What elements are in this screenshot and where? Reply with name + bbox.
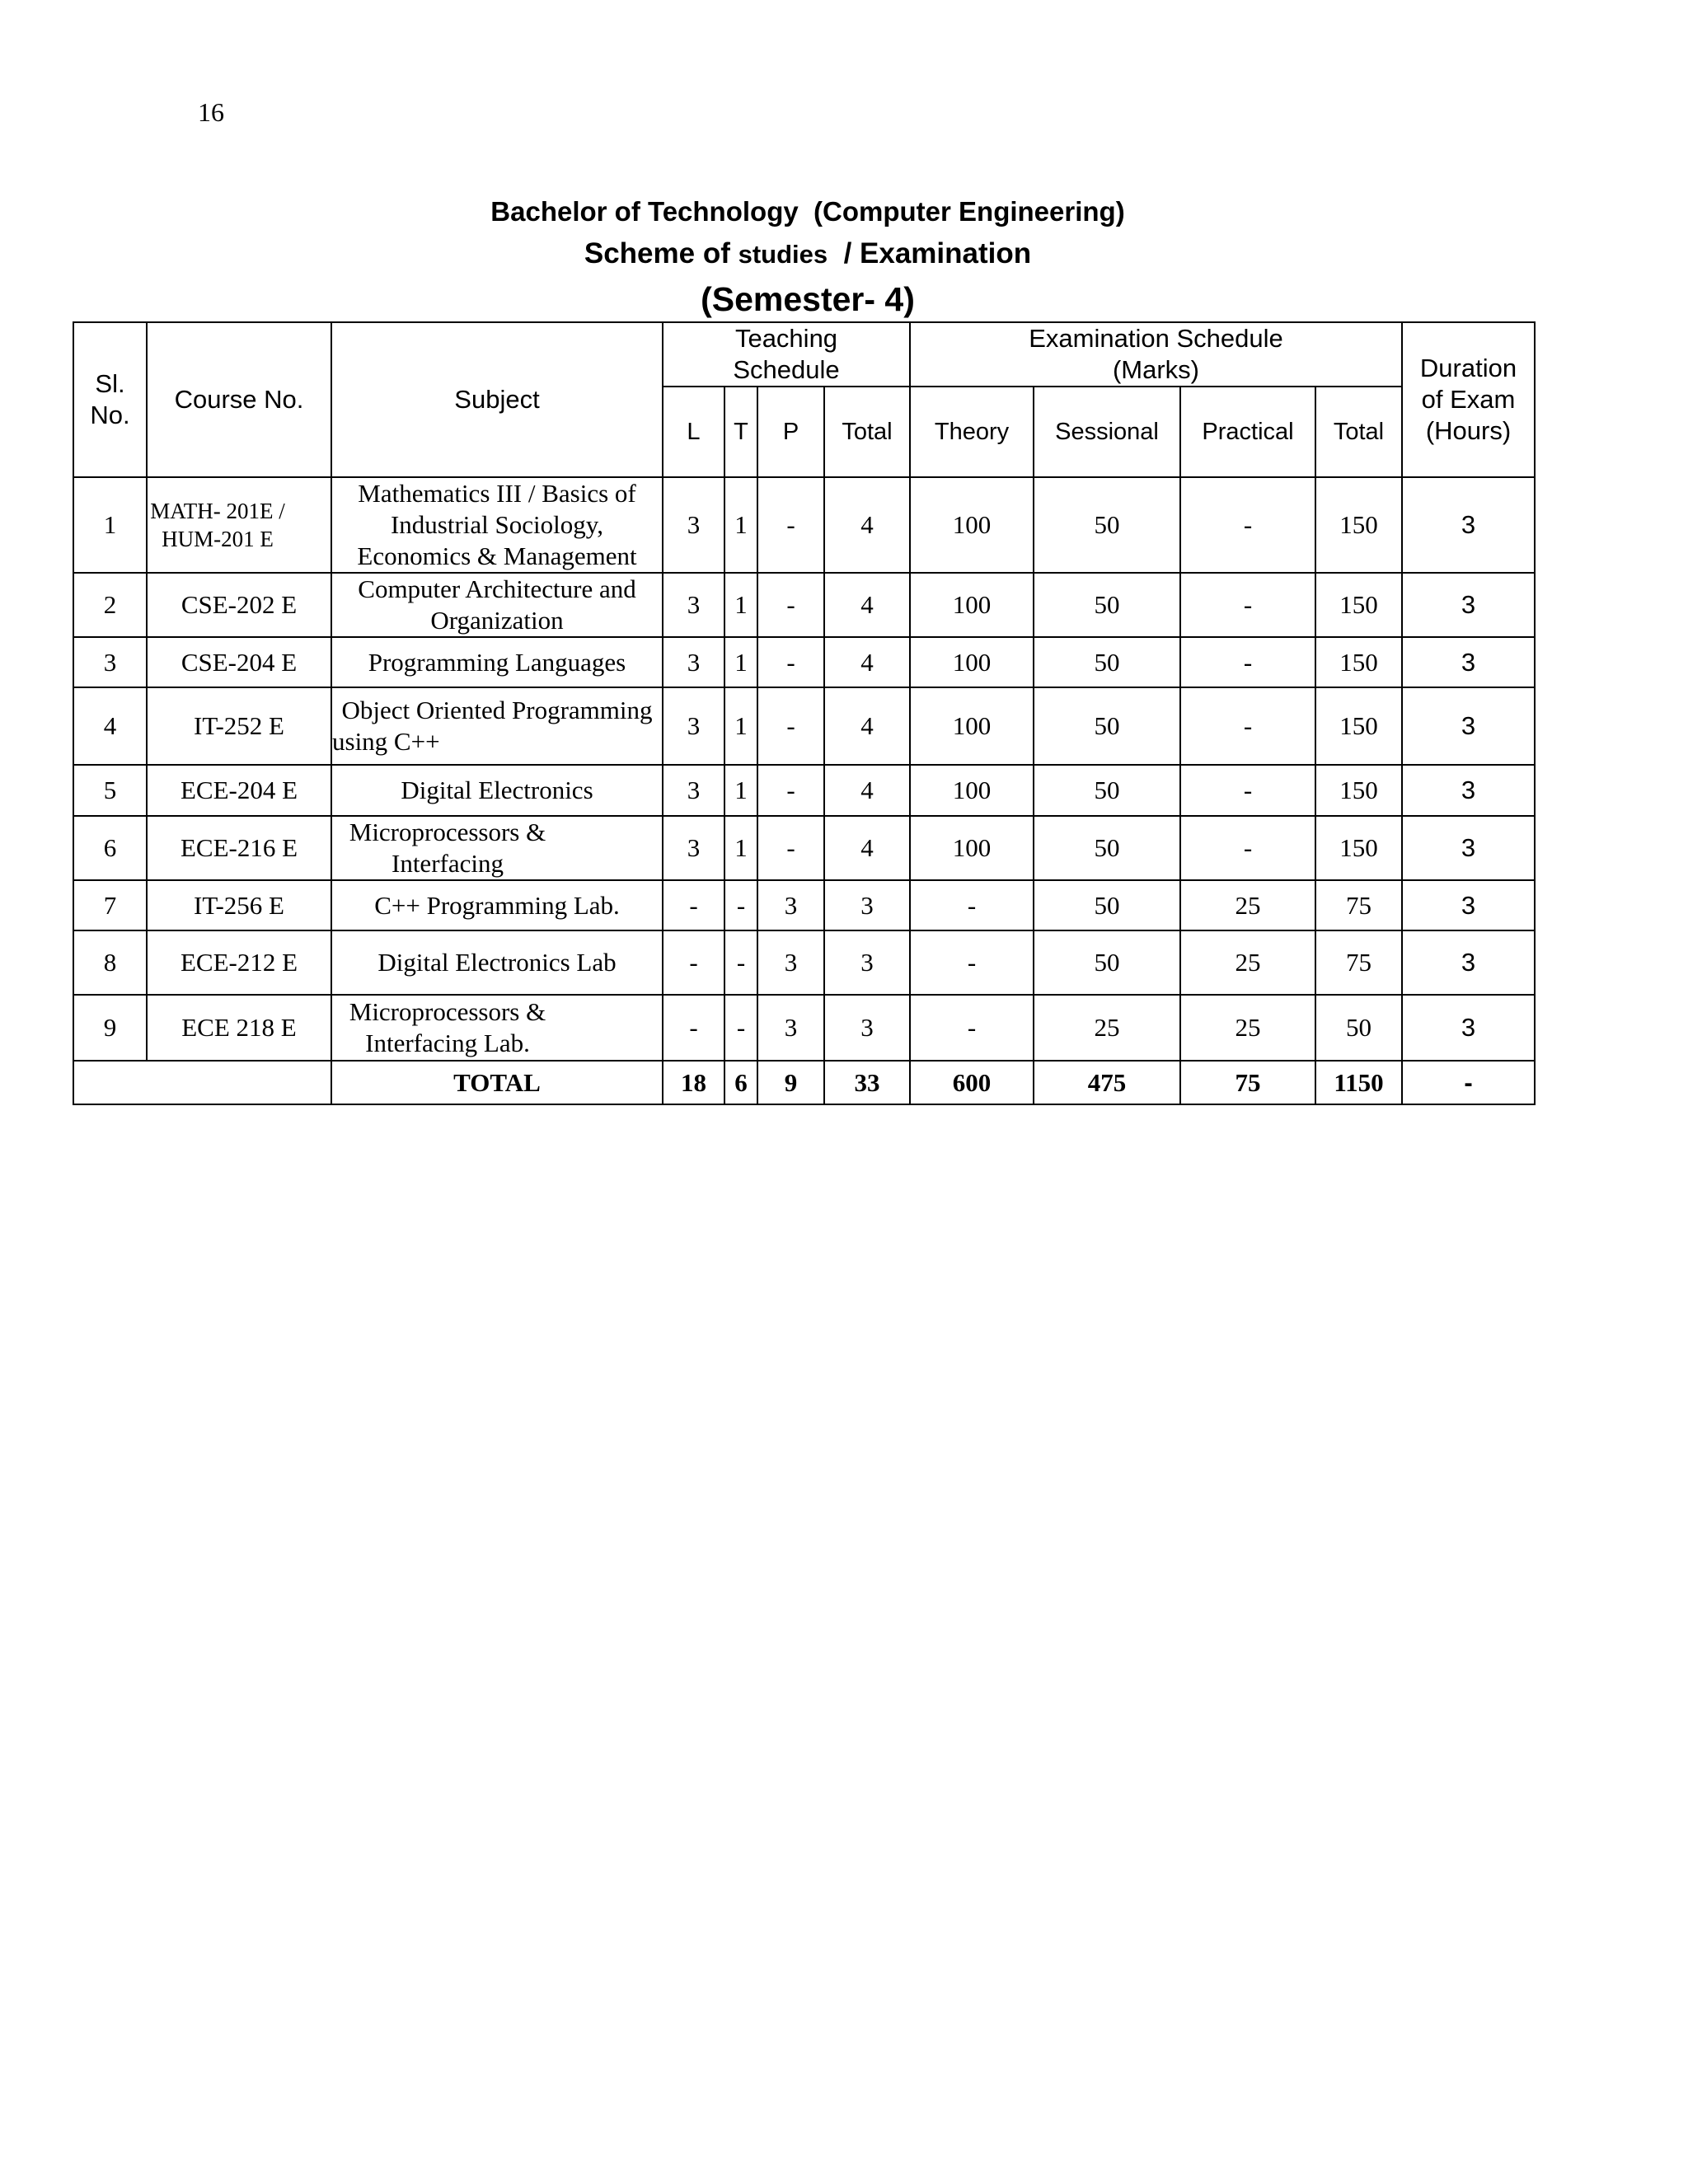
table-row [73, 573, 1535, 637]
cell-l: 3 [663, 637, 724, 687]
cell-exam-total: 150 [1315, 477, 1402, 573]
header-sessional: Sessional [1034, 387, 1180, 477]
cell-course: ECE-212 E [147, 930, 331, 995]
cell-subject-text: Microprocessors & Interfacing Lab. [349, 997, 546, 1057]
cell-t: 1 [724, 687, 757, 765]
cell-t: 1 [724, 573, 757, 637]
header-teach-total: Total [824, 387, 910, 477]
cell-t: - [724, 995, 757, 1061]
cell-subject: Computer Architecture and Organization [331, 573, 663, 637]
cell-total-blank [73, 1061, 331, 1104]
cell-course: IT-256 E [147, 880, 331, 930]
cell-total-p: 9 [757, 1061, 824, 1104]
cell-theory: - [910, 995, 1034, 1061]
cell-p: 3 [757, 880, 824, 930]
cell-teach-total: 4 [824, 573, 910, 637]
cell-practical: - [1180, 573, 1315, 637]
cell-duration: 3 [1402, 687, 1535, 765]
cell-subject: Digital Electronics [331, 765, 663, 816]
cell-sl: 9 [73, 995, 147, 1061]
cell-duration: 3 [1402, 765, 1535, 816]
cell-p: - [757, 573, 824, 637]
cell-p: - [757, 637, 824, 687]
cell-total-label: TOTAL [331, 1061, 663, 1104]
cell-p: - [757, 816, 824, 880]
header-teaching-schedule [663, 322, 910, 387]
cell-teach-total: 4 [824, 637, 910, 687]
cell-total-t: 6 [724, 1061, 757, 1104]
cell-duration: 3 [1402, 930, 1535, 995]
subtitle-part1: Scheme of [584, 237, 738, 269]
cell-p: 3 [757, 930, 824, 995]
cell-duration: 3 [1402, 637, 1535, 687]
cell-course: CSE-204 E [147, 637, 331, 687]
cell-theory: - [910, 930, 1034, 995]
cell-l: - [663, 995, 724, 1061]
cell-duration: 3 [1402, 880, 1535, 930]
cell-course: CSE-202 E [147, 573, 331, 637]
cell-teach-total: 4 [824, 765, 910, 816]
cell-teach-total: 4 [824, 687, 910, 765]
cell-t: 1 [724, 765, 757, 816]
cell-subject [331, 816, 663, 880]
header-t: T [724, 387, 757, 477]
semester-heading: (Semester- 4) [701, 280, 915, 318]
cell-course: IT-252 E [147, 687, 331, 765]
header-duration-text: Duration of Exam (Hours) [1419, 354, 1517, 445]
cell-l: - [663, 930, 724, 995]
cell-theory: 100 [910, 687, 1034, 765]
cell-teach-total: 4 [824, 477, 910, 573]
cell-subject: Digital Electronics Lab [331, 930, 663, 995]
cell-theory: 100 [910, 637, 1034, 687]
cell-course: ECE-216 E [147, 816, 331, 880]
cell-total-theory: 600 [910, 1061, 1034, 1104]
cell-sl: 8 [73, 930, 147, 995]
header-sl-no [73, 322, 147, 477]
cell-exam-total: 150 [1315, 765, 1402, 816]
cell-total-duration: - [1402, 1061, 1535, 1104]
header-sl-no-text: Sl. No. [90, 369, 130, 429]
cell-subject [331, 995, 663, 1061]
cell-l: 3 [663, 687, 724, 765]
header-duration [1402, 322, 1535, 477]
header-row-1 [73, 322, 1535, 387]
cell-p: - [757, 765, 824, 816]
cell-sessional: 25 [1034, 995, 1180, 1061]
cell-teach-total: 3 [824, 930, 910, 995]
cell-subject: C++ Programming Lab. [331, 880, 663, 930]
cell-sl: 5 [73, 765, 147, 816]
cell-l: 3 [663, 477, 724, 573]
header-theory: Theory [910, 387, 1034, 477]
table-row [73, 765, 1535, 816]
cell-sessional: 50 [1034, 687, 1180, 765]
header-p: P [757, 387, 824, 477]
cell-p: - [757, 477, 824, 573]
page-number: 16 [198, 97, 224, 127]
header-exam-total: Total [1315, 387, 1402, 477]
cell-t: - [724, 930, 757, 995]
header-l: L [663, 387, 724, 477]
header-subject: Subject [331, 322, 663, 477]
cell-t: 1 [724, 637, 757, 687]
cell-sessional: 50 [1034, 765, 1180, 816]
cell-practical: 25 [1180, 880, 1315, 930]
cell-practical: 25 [1180, 995, 1315, 1061]
cell-sessional: 50 [1034, 930, 1180, 995]
cell-l: 3 [663, 765, 724, 816]
cell-total-sessional: 475 [1034, 1061, 1180, 1104]
cell-theory: 100 [910, 816, 1034, 880]
document-title: Bachelor of Technology (Computer Engineering) [490, 196, 1125, 227]
cell-theory: 100 [910, 765, 1034, 816]
subtitle-part3: / Examination [828, 237, 1032, 269]
cell-sl: 1 [73, 477, 147, 573]
cell-duration: 3 [1402, 477, 1535, 573]
cell-practical: - [1180, 816, 1315, 880]
cell-duration: 3 [1402, 573, 1535, 637]
cell-course: ECE-204 E [147, 765, 331, 816]
cell-practical: 25 [1180, 930, 1315, 995]
cell-sl: 3 [73, 637, 147, 687]
cell-theory: 100 [910, 573, 1034, 637]
cell-total-practical: 75 [1180, 1061, 1315, 1104]
table-row [73, 930, 1535, 995]
cell-l: 3 [663, 573, 724, 637]
table-row [73, 637, 1535, 687]
cell-sessional: 50 [1034, 573, 1180, 637]
cell-sl: 6 [73, 816, 147, 880]
cell-theory: 100 [910, 477, 1034, 573]
cell-teach-total: 3 [824, 995, 910, 1061]
header-practical: Practical [1180, 387, 1315, 477]
cell-t: 1 [724, 477, 757, 573]
cell-teach-total: 3 [824, 880, 910, 930]
table-row [73, 687, 1535, 765]
total-row [73, 1061, 1535, 1104]
cell-sl: 2 [73, 573, 147, 637]
cell-practical: - [1180, 637, 1315, 687]
cell-duration: 3 [1402, 816, 1535, 880]
cell-sl: 4 [73, 687, 147, 765]
cell-l: 3 [663, 816, 724, 880]
cell-p: 3 [757, 995, 824, 1061]
cell-total-teach-total: 33 [824, 1061, 910, 1104]
cell-theory: - [910, 880, 1034, 930]
cell-total-l: 18 [663, 1061, 724, 1104]
cell-exam-total: 150 [1315, 687, 1402, 765]
cell-teach-total: 4 [824, 816, 910, 880]
cell-subject: Mathematics III / Basics of Industrial Sociology, Economics & Management [331, 477, 663, 573]
cell-subject: Programming Languages [331, 637, 663, 687]
document-subtitle [107, 237, 1508, 270]
cell-l: - [663, 880, 724, 930]
cell-exam-total: 150 [1315, 573, 1402, 637]
cell-practical: - [1180, 765, 1315, 816]
cell-course-text: MATH- 201E / HUM-201 E [150, 499, 285, 551]
header-course-no: Course No. [147, 322, 331, 477]
cell-sessional: 50 [1034, 637, 1180, 687]
cell-sessional: 50 [1034, 477, 1180, 573]
cell-exam-total: 150 [1315, 637, 1402, 687]
cell-course: ECE 218 E [147, 995, 331, 1061]
cell-exam-total: 50 [1315, 995, 1402, 1061]
cell-t: - [724, 880, 757, 930]
table-row [73, 995, 1535, 1061]
cell-sessional: 50 [1034, 880, 1180, 930]
cell-exam-total: 150 [1315, 816, 1402, 880]
cell-subject: Object Oriented Programming using C++ [331, 687, 663, 765]
table-row [73, 816, 1535, 880]
table-row [73, 477, 1535, 573]
header-examination-schedule-text: Examination Schedule (Marks) [1029, 324, 1283, 384]
cell-t: 1 [724, 816, 757, 880]
cell-duration: 3 [1402, 995, 1535, 1061]
cell-course [147, 477, 331, 573]
cell-exam-total: 75 [1315, 880, 1402, 930]
header-examination-schedule [910, 322, 1402, 387]
subtitle-part2: studies [738, 240, 828, 269]
cell-practical: - [1180, 687, 1315, 765]
header-teaching-schedule-text: Teaching Schedule [733, 324, 840, 384]
table-row [73, 880, 1535, 930]
cell-total-exam-total: 1150 [1315, 1061, 1402, 1104]
cell-sessional: 50 [1034, 816, 1180, 880]
cell-practical: - [1180, 477, 1315, 573]
cell-subject-text: Microprocessors & Interfacing [349, 818, 546, 878]
cell-sl: 7 [73, 880, 147, 930]
cell-exam-total: 75 [1315, 930, 1402, 995]
cell-p: - [757, 687, 824, 765]
scheme-table [73, 321, 1536, 1105]
